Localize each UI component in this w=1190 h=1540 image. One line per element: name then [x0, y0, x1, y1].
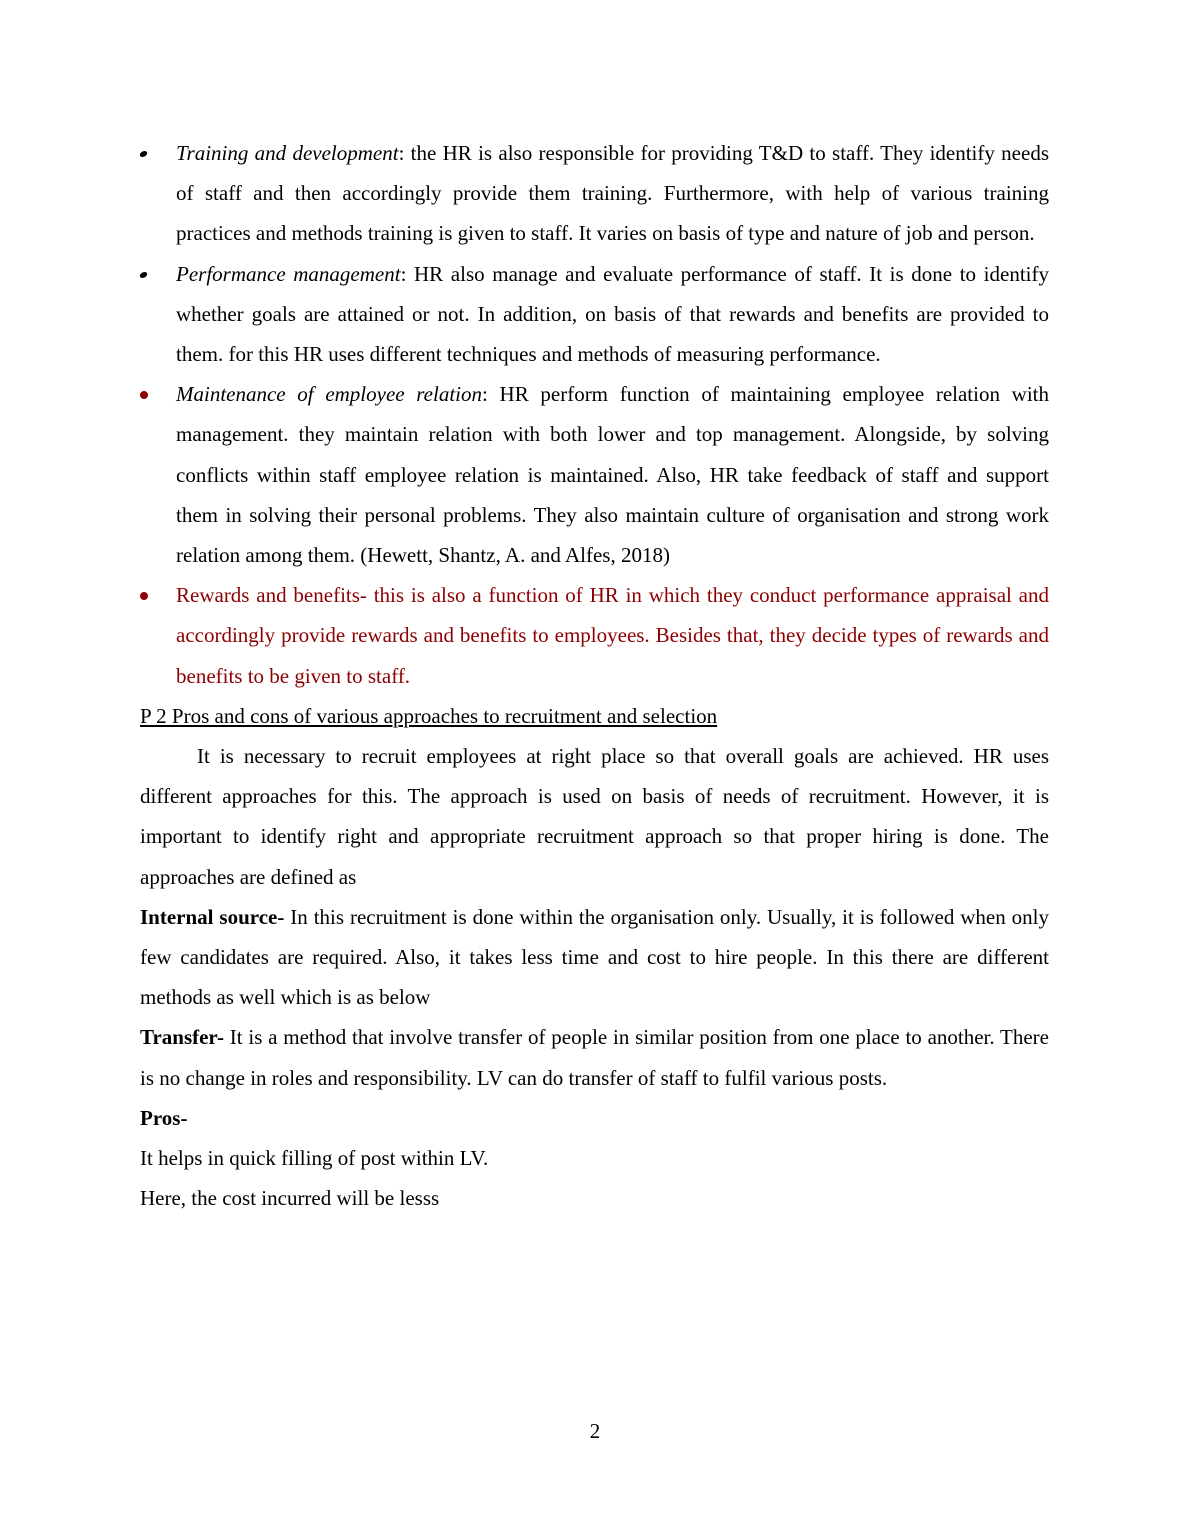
- bullet-item-performance: [140, 254, 1049, 375]
- bullet-term: Training and development: [176, 141, 399, 165]
- page-number: 2: [589, 1419, 601, 1443]
- pros-item: It helps in quick filling of post within LV.: [140, 1146, 489, 1171]
- intro-paragraph: It is necessary to recruit employees at right place so that overall goals are achieved. HR uses different approaches for this. The approach is used on basis of needs of recruitment. However, it is important to identify right and appropriate recruitment approach so that proper hiring is done. The approaches are defined as: [140, 744, 1049, 889]
- bullet-icon: [139, 272, 148, 278]
- bullet-text: Rewards and benefits- this is also a function of HR in which they conduct performance appraisal and accordingly provide rewards and benefits to employees. Besides that, they decide types of rewards and benefits to be given to staff.: [176, 583, 1049, 688]
- page-content: [140, 133, 1049, 1218]
- pros-label: Pros-: [140, 1105, 188, 1130]
- internal-source-text: In this recruitment is done within the organisation only. Usually, it is followed when only few candidates are required. Also, it takes less time and cost to hire people. In this there are different methods as well which is as below: [140, 904, 1049, 1010]
- transfer-paragraph: [140, 1017, 1049, 1097]
- bullet-text: : HR perform function of maintaining employee relation with management. they maintain relation with both lower and top management. Alongside, by solving conflicts within staff employee relation is maintained. Also, HR take feedback of staff and support them in solving their personal problems. They also maintain culture of organisation and strong work relation among them. (Hewett, Shantz, A. and Alfes, 2018): [176, 382, 1049, 568]
- internal-source-label: Internal source-: [140, 904, 285, 929]
- bullet-item-rewards: [140, 575, 1049, 696]
- internal-source-paragraph: [140, 897, 1049, 1018]
- bullet-icon: [140, 391, 148, 399]
- pros-item: Here, the cost incurred will be lesss: [140, 1186, 440, 1211]
- bullet-icon: [140, 592, 148, 600]
- bullet-icon: [139, 151, 148, 157]
- section-heading: P 2 Pros and cons of various approaches to recruitment and selection: [140, 703, 718, 728]
- transfer-text: It is a method that involve transfer of people in similar position from one place to another. There is no change in roles and responsibility. LV can do transfer of staff to fulfil various posts.: [140, 1025, 1049, 1090]
- bullet-term: Maintenance of employee relation: [176, 382, 483, 407]
- bullet-text: : the HR is also responsible for providing T&D to staff. They identify needs of staff and then accordingly provide them training. Furthermore, with help of various training practices and methods training is given to staff. It varies on basis of type and nature of job and person.: [176, 141, 1049, 246]
- bullet-term: Performance management: [176, 261, 401, 286]
- transfer-label: Transfer-: [140, 1025, 224, 1050]
- bullet-item-training: [140, 133, 1049, 254]
- bullet-text: : HR also manage and evaluate performance of staff. It is done to identify whether goals are attained or not. In addition, on basis of that rewards and benefits are provided to them. for this HR uses different techniques and methods of measuring performance.: [176, 261, 1049, 367]
- bullet-item-employee-relation: [140, 374, 1049, 575]
